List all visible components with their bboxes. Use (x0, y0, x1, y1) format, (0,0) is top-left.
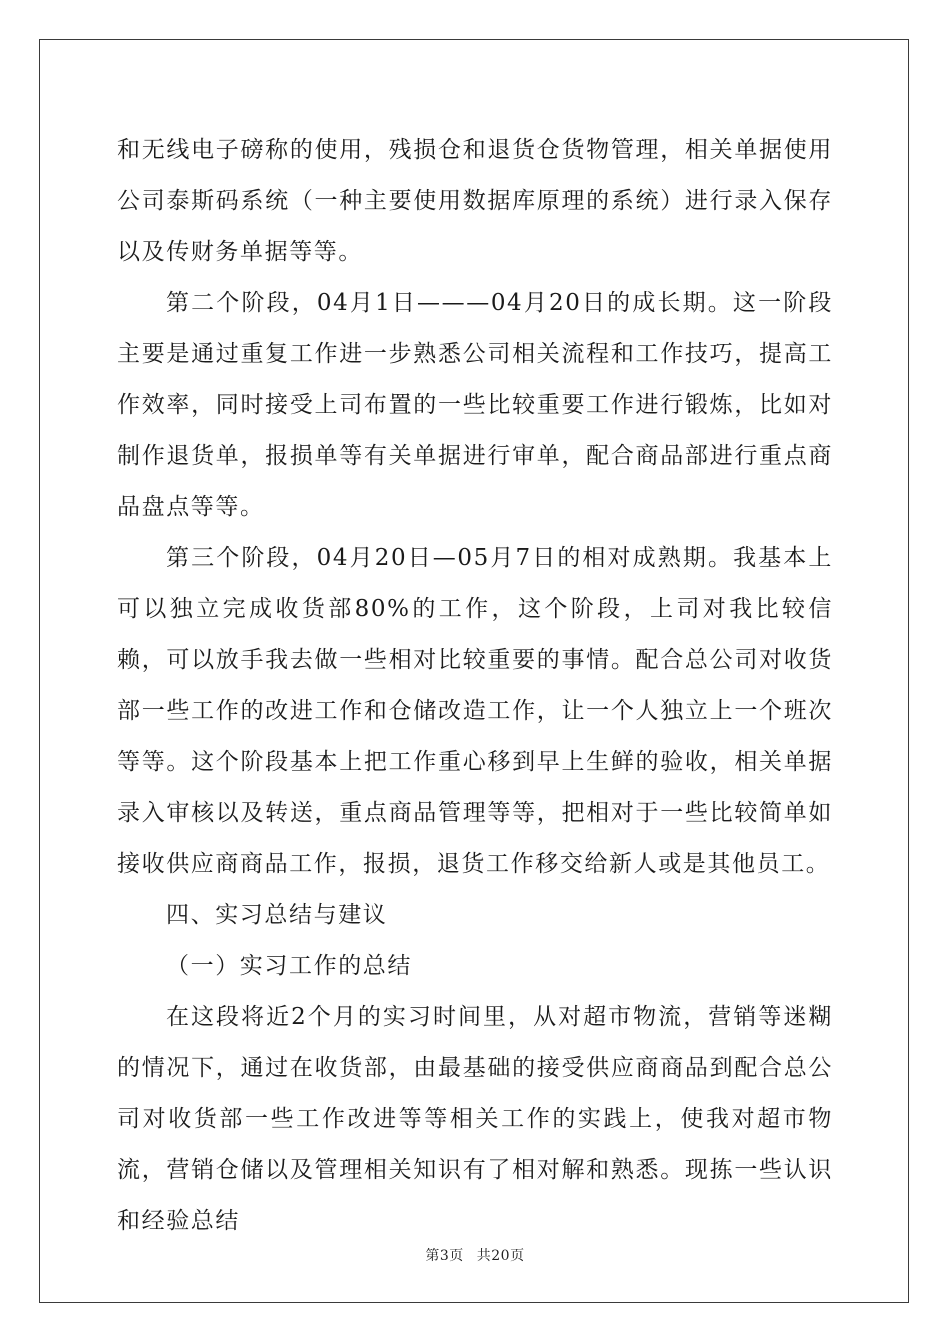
subsection-heading-work-summary: （一）实习工作的总结 (166, 953, 412, 979)
paragraph-summary-body: 在这段将近2个月的实习时间里，从对超市物流，营销等迷糊的情况下，通过在收货部，由最基础的接受供应商商品到配合总公司对收货部一些工作改进等等相关工作的实践上，使我对超市物流，营销仓储以及管理相关知识有了相对解和熟悉。现拣一些认识和经验总结 (117, 1004, 833, 1234)
page-total: 共20页 (476, 1248, 525, 1264)
page-footer (0, 1245, 950, 1265)
paragraph-stage-three: 第三个阶段，04月20日—05月7日的相对成熟期。我基本上可以独立完成收货部80%的工作，这个阶段，上司对我比较信赖，可以放手我去做一些相对比较重要的事情。配合总公司对收货部一些工作的改进工作和仓储改造工作，让一个人独立上一个班次等等。这个阶段基本上把工作重心移到早上生鲜的验收，相关单据录入审核以及转送，重点商品管理等等，把相对于一些比较简单如接收供应商商品工作，报损，退货工作移交给新人或是其他员工。 (117, 545, 833, 877)
paragraph-continuation: 和无线电子磅称的使用，残损仓和退货仓货物管理，相关单据使用公司泰斯码系统（一种主要使用数据库原理的系统）进行录入保存以及传财务单据等等。 (117, 137, 833, 265)
page-number: 第3页 (425, 1248, 464, 1264)
document-body (117, 125, 833, 1247)
section-heading-summary: 四、实习总结与建议 (166, 902, 388, 928)
paragraph-stage-two: 第二个阶段，04月1日———04月20日的成长期。这一阶段主要是通过重复工作进一步熟悉公司相关流程和工作技巧，提高工作效率，同时接受上司布置的一些比较重要工作进行锻炼，比如对制作退货单，报损单等有关单据进行审单，配合商品部进行重点商品盘点等等。 (117, 290, 833, 520)
